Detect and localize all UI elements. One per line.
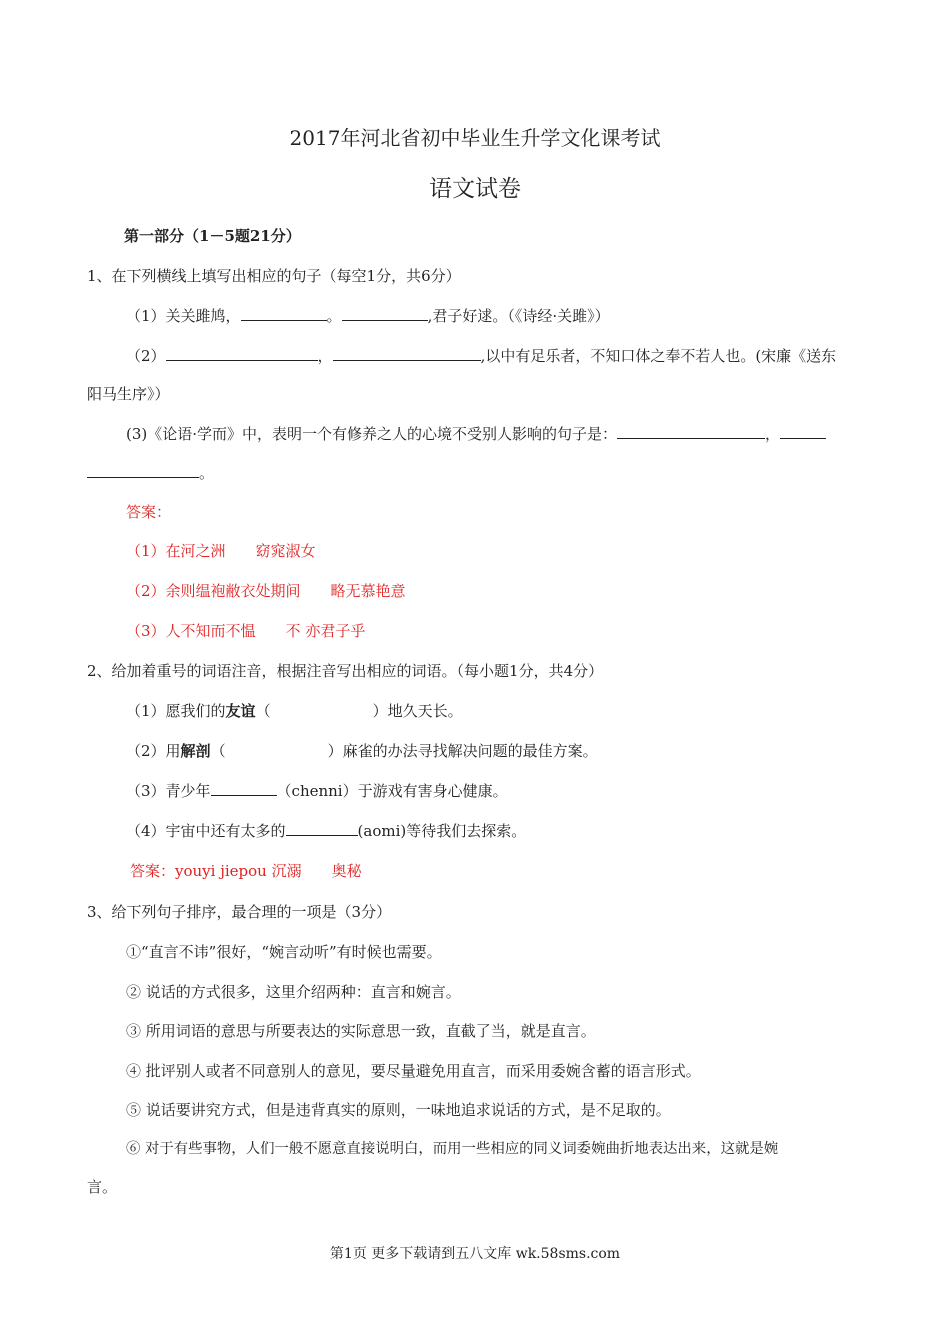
answer-blank	[342, 306, 428, 321]
q3-option-3: ③ 所用词语的意思与所要表达的实际意思一致，直截了当，就是直言。	[126, 1022, 596, 1040]
q2-item-1-text-a: （1）愿我们的	[126, 702, 226, 720]
exam-title: 2017年河北省初中毕业生升学文化课考试	[289, 126, 661, 150]
q1-item-3-cont	[87, 463, 214, 483]
q2-answer: 答案：youyi jiepou 沉溺 奥秘	[130, 862, 362, 880]
q3-option-5: ⑤ 说话要讲究方式，但是违背真实的原则，一味地追求说话的方式，是不足取的。	[126, 1101, 671, 1119]
section-heading: 第一部分（1－5题21分）	[124, 227, 301, 245]
answer-blank	[780, 424, 826, 439]
q2-item-4-text-a: （4）宇宙中还有太多的	[126, 822, 286, 840]
q1-item-1-text-b: 。	[326, 307, 342, 325]
q2-item-1-keyword: 友谊	[225, 702, 256, 720]
q3-option-2: ② 说话的方式很多，这里介绍两种：直言和婉言。	[126, 983, 461, 1001]
q3-option-1: ①“直言不讳”很好，“婉言动听”有时候也需要。	[126, 943, 442, 961]
q1-answer-3: （3）人不知而不愠 不 亦君子乎	[126, 622, 366, 640]
q3-option-6-cont: 言。	[87, 1178, 118, 1196]
q1-item-3-text-b: ，	[765, 425, 781, 443]
q1-item-3-text-c: 。	[199, 464, 215, 482]
q1-item-1	[126, 306, 610, 326]
q3-option-6: ⑥ 对于有些事物，人们一般不愿意直接说明白，而用一些相应的同义词委婉曲折地表达出来，这就是婉	[126, 1141, 779, 1157]
q1-answer-label: 答案：	[126, 503, 172, 521]
q1-item-1-text-a: （1）关关雎鸠，	[126, 307, 241, 325]
page-footer: 第1页 更多下载请到五八文库 wk.58sms.com	[329, 1246, 621, 1262]
answer-blank	[286, 821, 358, 836]
q1-item-2-cont: 阳马生序》）	[87, 385, 170, 403]
q2-item-3-text-b: （chenni）于游戏有害身心健康。	[276, 782, 508, 800]
q1-answer-1: （1）在河之洲 窈窕淑女	[126, 542, 316, 560]
q2-item-2-paren-open: （	[210, 742, 226, 760]
q2-item-1	[126, 701, 463, 721]
q2-item-2	[126, 741, 598, 761]
q2-item-2-keyword: 解剖	[180, 742, 211, 760]
exam-subtitle: 语文试卷	[429, 176, 521, 202]
answer-blank	[241, 306, 327, 321]
q3-option-4: ④ 批评别人或者不同意别人的意见，要尽量避免用直言，而采用委婉含蓄的语言形式。	[126, 1062, 701, 1080]
q2-item-4-text-b: (aomi)等待我们去探索。	[357, 822, 527, 840]
q2-item-2-text-a: （2）用	[126, 742, 181, 760]
q2-item-1-text-c: ）地久天长。	[372, 702, 463, 720]
q3-stem: 3、给下列句子排序，最合理的一项是（3分）	[87, 903, 392, 921]
q2-item-1-paren-open: （	[255, 702, 271, 720]
q1-item-1-text-c: ,君子好逑。（《诗经·关雎》）	[427, 307, 610, 325]
answer-blank	[617, 424, 765, 439]
q1-item-2-text-a: （2）	[126, 347, 166, 365]
answer-blank	[333, 346, 481, 361]
q1-item-3-text-a: (3)《论语·学而》中，表明一个有修养之人的心境不受别人影响的句子是：	[126, 425, 618, 443]
q1-item-3	[126, 424, 826, 444]
q1-item-2-text-c: ,以中有足乐者，不知口体之奉不若人也。(宋廉《送东	[480, 347, 837, 365]
q2-item-4	[126, 821, 526, 841]
q1-item-2-text-b: ，	[317, 347, 333, 365]
q1-stem: 1、在下列横线上填写出相应的句子（每空1分，共6分）	[87, 267, 461, 285]
q2-item-2-text-c: ）麻雀的办法寻找解决问题的最佳方案。	[327, 742, 598, 760]
answer-blank	[87, 463, 199, 478]
answer-blank	[211, 781, 277, 796]
q2-item-3	[126, 781, 508, 801]
q1-answer-2: （2）余则缊袍敝衣处期间 略无慕艳意	[126, 582, 406, 600]
answer-blank	[166, 346, 318, 361]
q1-item-2	[126, 346, 836, 366]
q2-stem: 2、给加着重号的词语注音，根据注音写出相应的词语。（每小题1分，共4分）	[87, 662, 604, 680]
q2-item-3-text-a: （3）青少年	[126, 782, 211, 800]
